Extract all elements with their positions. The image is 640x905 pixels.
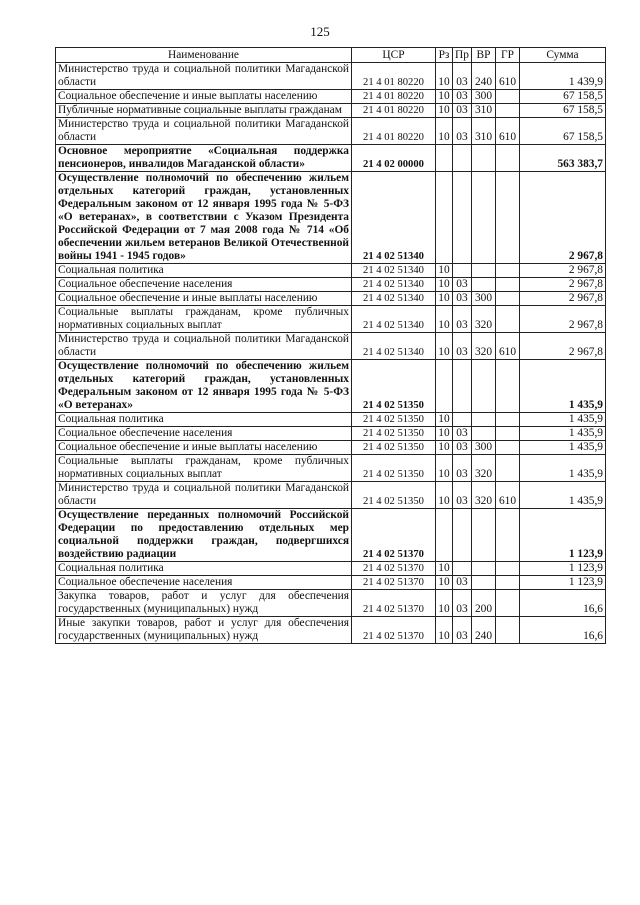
cell-rz: 10: [436, 413, 453, 427]
cell-pr: [453, 172, 472, 264]
table-row: [56, 306, 606, 333]
table-row: [56, 590, 606, 617]
cell-gr: [496, 278, 520, 292]
cell-gr: 610: [496, 333, 520, 360]
table-header-row: [56, 48, 606, 63]
budget-table: [55, 47, 606, 644]
cell-name: Закупка товаров, работ и услуг для обеспечения государственных (муниципальных) нужд: [56, 590, 352, 617]
cell-rz: 10: [436, 306, 453, 333]
cell-sum: 1 123,9: [520, 562, 606, 576]
cell-vr: 240: [472, 63, 496, 90]
cell-sum: 1 435,9: [520, 427, 606, 441]
cell-rz: 10: [436, 590, 453, 617]
cell-rz: 10: [436, 292, 453, 306]
cell-gr: [496, 104, 520, 118]
header-vr: ВР: [472, 48, 496, 63]
cell-rz: 10: [436, 427, 453, 441]
cell-gr: [496, 172, 520, 264]
cell-sum: 67 158,5: [520, 90, 606, 104]
cell-sum: 563 383,7: [520, 145, 606, 172]
table-row: [56, 63, 606, 90]
cell-name: Осуществление полномочий по обеспечению жильем отдельных категорий граждан, установленных Федеральным законом от 12 января 1995 года № 5-ФЗ «О ветеранах», в соответствии с Указом Президента Российской Федерации от 7 мая 2008 года № 714 «Об обеспечении жильем ветеранов Великой Отечественной войны 1941 - 1945 годов»: [56, 172, 352, 264]
table-row: [56, 482, 606, 509]
cell-gr: [496, 509, 520, 562]
cell-gr: [496, 562, 520, 576]
cell-rz: 10: [436, 333, 453, 360]
cell-name: Министерство труда и социальной политики Магаданской области: [56, 63, 352, 90]
cell-pr: 03: [453, 482, 472, 509]
cell-gr: 610: [496, 482, 520, 509]
cell-name: Социальная политика: [56, 413, 352, 427]
cell-sum: 1 435,9: [520, 360, 606, 413]
table-row: [56, 172, 606, 264]
cell-gr: [496, 145, 520, 172]
cell-gr: [496, 576, 520, 590]
table-row: [56, 333, 606, 360]
cell-gr: [496, 590, 520, 617]
cell-csr: 21 4 02 51350: [352, 427, 436, 441]
cell-csr: 21 4 01 80220: [352, 118, 436, 145]
cell-rz: 10: [436, 455, 453, 482]
cell-sum: 2 967,8: [520, 172, 606, 264]
cell-gr: [496, 360, 520, 413]
cell-csr: 21 4 02 51350: [352, 482, 436, 509]
cell-pr: 03: [453, 306, 472, 333]
cell-pr: [453, 413, 472, 427]
cell-vr: [472, 562, 496, 576]
cell-name: Министерство труда и социальной политики Магаданской области: [56, 482, 352, 509]
cell-sum: 2 967,8: [520, 306, 606, 333]
cell-vr: 310: [472, 118, 496, 145]
table-row: [56, 413, 606, 427]
cell-pr: 03: [453, 590, 472, 617]
cell-gr: [496, 292, 520, 306]
table-row: [56, 90, 606, 104]
cell-vr: 200: [472, 590, 496, 617]
cell-sum: 1 435,9: [520, 413, 606, 427]
table-row: [56, 441, 606, 455]
cell-csr: 21 4 01 80220: [352, 90, 436, 104]
cell-gr: [496, 617, 520, 644]
cell-vr: [472, 576, 496, 590]
cell-vr: [472, 264, 496, 278]
table-row: [56, 292, 606, 306]
cell-gr: [496, 306, 520, 333]
table-body: [56, 63, 606, 644]
cell-vr: [472, 413, 496, 427]
cell-csr: 21 4 02 51370: [352, 576, 436, 590]
cell-vr: [472, 509, 496, 562]
cell-csr: 21 4 02 51370: [352, 509, 436, 562]
cell-sum: 2 967,8: [520, 333, 606, 360]
cell-gr: [496, 264, 520, 278]
cell-csr: 21 4 02 51340: [352, 172, 436, 264]
cell-sum: 1 435,9: [520, 441, 606, 455]
cell-name: Социальные выплаты гражданам, кроме публичных нормативных социальных выплат: [56, 306, 352, 333]
cell-vr: 240: [472, 617, 496, 644]
cell-sum: 16,6: [520, 617, 606, 644]
cell-rz: 10: [436, 278, 453, 292]
cell-vr: [472, 172, 496, 264]
cell-gr: [496, 90, 520, 104]
cell-sum: 1 435,9: [520, 455, 606, 482]
cell-name: Социальное обеспечение населения: [56, 427, 352, 441]
table-row: [56, 455, 606, 482]
cell-sum: 67 158,5: [520, 118, 606, 145]
cell-name: Публичные нормативные социальные выплаты гражданам: [56, 104, 352, 118]
cell-vr: 320: [472, 482, 496, 509]
cell-csr: 21 4 01 80220: [352, 104, 436, 118]
cell-vr: 320: [472, 455, 496, 482]
table-row: [56, 264, 606, 278]
cell-pr: 03: [453, 617, 472, 644]
cell-pr: [453, 145, 472, 172]
cell-gr: [496, 427, 520, 441]
cell-sum: 16,6: [520, 590, 606, 617]
cell-name: Иные закупки товаров, работ и услуг для обеспечения государственных (муниципальных) нужд: [56, 617, 352, 644]
cell-vr: [472, 145, 496, 172]
cell-pr: 03: [453, 278, 472, 292]
cell-name: Социальные выплаты гражданам, кроме публичных нормативных социальных выплат: [56, 455, 352, 482]
cell-pr: 03: [453, 427, 472, 441]
cell-name: Осуществление полномочий по обеспечению жильем отдельных категорий граждан, установленных Федеральным законом от 12 января 1995 года № 5-ФЗ «О ветеранах»: [56, 360, 352, 413]
cell-pr: [453, 562, 472, 576]
table-row: [56, 360, 606, 413]
cell-csr: 21 4 02 51370: [352, 617, 436, 644]
cell-sum: 1 123,9: [520, 576, 606, 590]
cell-vr: 320: [472, 333, 496, 360]
cell-csr: 21 4 02 51350: [352, 360, 436, 413]
cell-vr: 300: [472, 292, 496, 306]
cell-rz: 10: [436, 63, 453, 90]
cell-pr: 03: [453, 455, 472, 482]
table-row: [56, 278, 606, 292]
cell-csr: 21 4 02 00000: [352, 145, 436, 172]
table-row: [56, 427, 606, 441]
cell-rz: 10: [436, 264, 453, 278]
header-sum: Сумма: [520, 48, 606, 63]
cell-name: Социальное обеспечение населения: [56, 576, 352, 590]
cell-vr: [472, 278, 496, 292]
cell-rz: 10: [436, 576, 453, 590]
cell-csr: 21 4 02 51350: [352, 455, 436, 482]
cell-name: Основное мероприятие «Социальная поддержка пенсионеров, инвалидов Магаданской области»: [56, 145, 352, 172]
cell-csr: 21 4 02 51340: [352, 278, 436, 292]
cell-name: Социальное обеспечение и иные выплаты населению: [56, 90, 352, 104]
cell-gr: [496, 441, 520, 455]
table-row: [56, 576, 606, 590]
cell-pr: 03: [453, 104, 472, 118]
cell-name: Министерство труда и социальной политики Магаданской области: [56, 333, 352, 360]
cell-vr: 320: [472, 306, 496, 333]
cell-rz: [436, 509, 453, 562]
cell-rz: 10: [436, 617, 453, 644]
cell-rz: [436, 145, 453, 172]
page-number: 125: [310, 24, 330, 39]
cell-csr: 21 4 02 51340: [352, 264, 436, 278]
cell-sum: 2 967,8: [520, 278, 606, 292]
cell-vr: [472, 427, 496, 441]
table-row: [56, 509, 606, 562]
cell-name: Министерство труда и социальной политики Магаданской области: [56, 118, 352, 145]
cell-vr: 310: [472, 104, 496, 118]
cell-vr: 300: [472, 441, 496, 455]
cell-gr: 610: [496, 118, 520, 145]
cell-rz: [436, 172, 453, 264]
cell-csr: 21 4 01 80220: [352, 63, 436, 90]
cell-csr: 21 4 02 51340: [352, 306, 436, 333]
cell-pr: 03: [453, 441, 472, 455]
header-gr: ГР: [496, 48, 520, 63]
table-row: [56, 617, 606, 644]
cell-name: Социальное обеспечение населения: [56, 278, 352, 292]
cell-pr: [453, 509, 472, 562]
header-rz: Рз: [436, 48, 453, 63]
cell-sum: 67 158,5: [520, 104, 606, 118]
cell-csr: 21 4 02 51370: [352, 590, 436, 617]
cell-pr: [453, 264, 472, 278]
table-row: [56, 118, 606, 145]
cell-rz: 10: [436, 482, 453, 509]
cell-csr: 21 4 02 51350: [352, 413, 436, 427]
header-csr: ЦСР: [352, 48, 436, 63]
cell-pr: 03: [453, 118, 472, 145]
cell-name: Осуществление переданных полномочий Российской Федерации по предоставлению отдельных мер социальной поддержки граждан, подвергшихся воздействию радиации: [56, 509, 352, 562]
cell-gr: 610: [496, 63, 520, 90]
cell-vr: [472, 360, 496, 413]
cell-sum: 1 439,9: [520, 63, 606, 90]
cell-gr: [496, 413, 520, 427]
cell-csr: 21 4 02 51340: [352, 333, 436, 360]
table-row: [56, 145, 606, 172]
cell-pr: 03: [453, 333, 472, 360]
table-row: [56, 562, 606, 576]
cell-name: Социальная политика: [56, 264, 352, 278]
cell-pr: 03: [453, 63, 472, 90]
cell-vr: 300: [472, 90, 496, 104]
cell-name: Социальная политика: [56, 562, 352, 576]
cell-pr: [453, 360, 472, 413]
cell-name: Социальное обеспечение и иные выплаты населению: [56, 441, 352, 455]
cell-sum: 1 123,9: [520, 509, 606, 562]
cell-rz: 10: [436, 441, 453, 455]
cell-rz: [436, 360, 453, 413]
table-row: [56, 104, 606, 118]
cell-pr: 03: [453, 292, 472, 306]
cell-rz: 10: [436, 562, 453, 576]
cell-csr: 21 4 02 51340: [352, 292, 436, 306]
cell-sum: 2 967,8: [520, 264, 606, 278]
cell-rz: 10: [436, 90, 453, 104]
cell-name: Социальное обеспечение и иные выплаты населению: [56, 292, 352, 306]
header-name: Наименование: [56, 48, 352, 63]
cell-gr: [496, 455, 520, 482]
cell-pr: 03: [453, 90, 472, 104]
cell-rz: 10: [436, 118, 453, 145]
header-pr: Пр: [453, 48, 472, 63]
cell-sum: 1 435,9: [520, 482, 606, 509]
cell-csr: 21 4 02 51370: [352, 562, 436, 576]
cell-csr: 21 4 02 51350: [352, 441, 436, 455]
cell-sum: 2 967,8: [520, 292, 606, 306]
cell-rz: 10: [436, 104, 453, 118]
cell-pr: 03: [453, 576, 472, 590]
